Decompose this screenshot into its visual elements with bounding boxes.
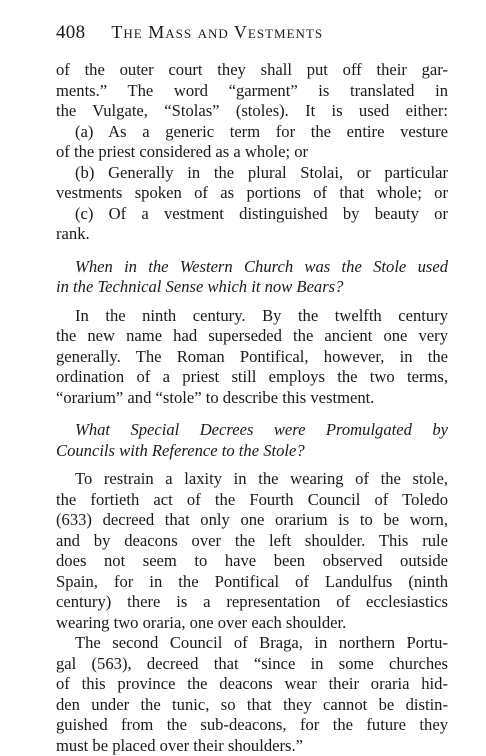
answer-paragraph	[56, 306, 448, 409]
text-line: ordination of a priest still employs the two terms,	[56, 367, 448, 388]
text-line: rank.	[56, 224, 448, 245]
text-line: “orarium” and “stole” to describe this vestment.	[56, 388, 448, 409]
text-line: The second Council of Braga, in northern Portu-	[56, 633, 448, 654]
section-gap	[56, 461, 448, 469]
text-line: does not seem to have been observed outside	[56, 551, 448, 572]
text-line: of the outer court they shall put off their gar-	[56, 60, 448, 81]
text-line: generally. The Roman Pontifical, however, in the	[56, 347, 448, 368]
page-number: 408	[56, 22, 85, 44]
running-header	[56, 22, 448, 48]
text-line: den under the tunic, so that they cannot be distin-	[56, 695, 448, 716]
text-line: (633) decreed that only one orarium is to be worn,	[56, 510, 448, 531]
question-heading	[56, 257, 448, 298]
question-heading	[56, 420, 448, 461]
question-line: Councils with Reference to the Stole?	[56, 441, 448, 462]
text-line: guished from the sub-deacons, for the future they	[56, 715, 448, 736]
text-line: of the priest considered as a whole; or	[56, 142, 448, 163]
question-line: in the Technical Sense which it now Bears?	[56, 277, 448, 298]
text-line: vestments spoken of as portions of that whole; or	[56, 183, 448, 204]
text-line: (c) Of a vestment distinguished by beauty or	[56, 204, 448, 225]
section-gap	[56, 298, 448, 306]
text-line: must be placed over their shoulders.”	[56, 736, 448, 756]
text-line: the Vulgate, “Stolas” (stoles). It is used either:	[56, 101, 448, 122]
text-line: (a) As a generic term for the entire vesture	[56, 122, 448, 143]
text-line: the fortieth act of the Fourth Council of Toledo	[56, 490, 448, 511]
text-line: wearing two oraria, one over each shoulder.	[56, 613, 448, 634]
answer-paragraph	[56, 469, 448, 633]
book-page	[56, 22, 448, 756]
text-line: To restrain a laxity in the wearing of the stole,	[56, 469, 448, 490]
text-line: (b) Generally in the plural Stolai, or particular	[56, 163, 448, 184]
answer-paragraph	[56, 633, 448, 756]
question-line: What Special Decrees were Promulgated by	[56, 420, 448, 441]
text-line: of this province the deacons wear their oraria hid-	[56, 674, 448, 695]
text-line: century) there is a representation of ecclesiastics	[56, 592, 448, 613]
running-title: The Mass and Vestments	[111, 22, 323, 43]
text-line: and by deacons over the left shoulder. This rule	[56, 531, 448, 552]
question-line: When in the Western Church was the Stole used	[56, 257, 448, 278]
text-line: the new name had superseded the ancient one very	[56, 326, 448, 347]
text-line: Spain, for in the Pontifical of Landulfus (ninth	[56, 572, 448, 593]
text-line: In the ninth century. By the twelfth century	[56, 306, 448, 327]
text-line: ments.” The word “garment” is translated in	[56, 81, 448, 102]
paragraph-stolas	[56, 60, 448, 245]
text-line: gal (563), decreed that “since in some churches	[56, 654, 448, 675]
section-gap	[56, 245, 448, 257]
section-gap	[56, 408, 448, 420]
